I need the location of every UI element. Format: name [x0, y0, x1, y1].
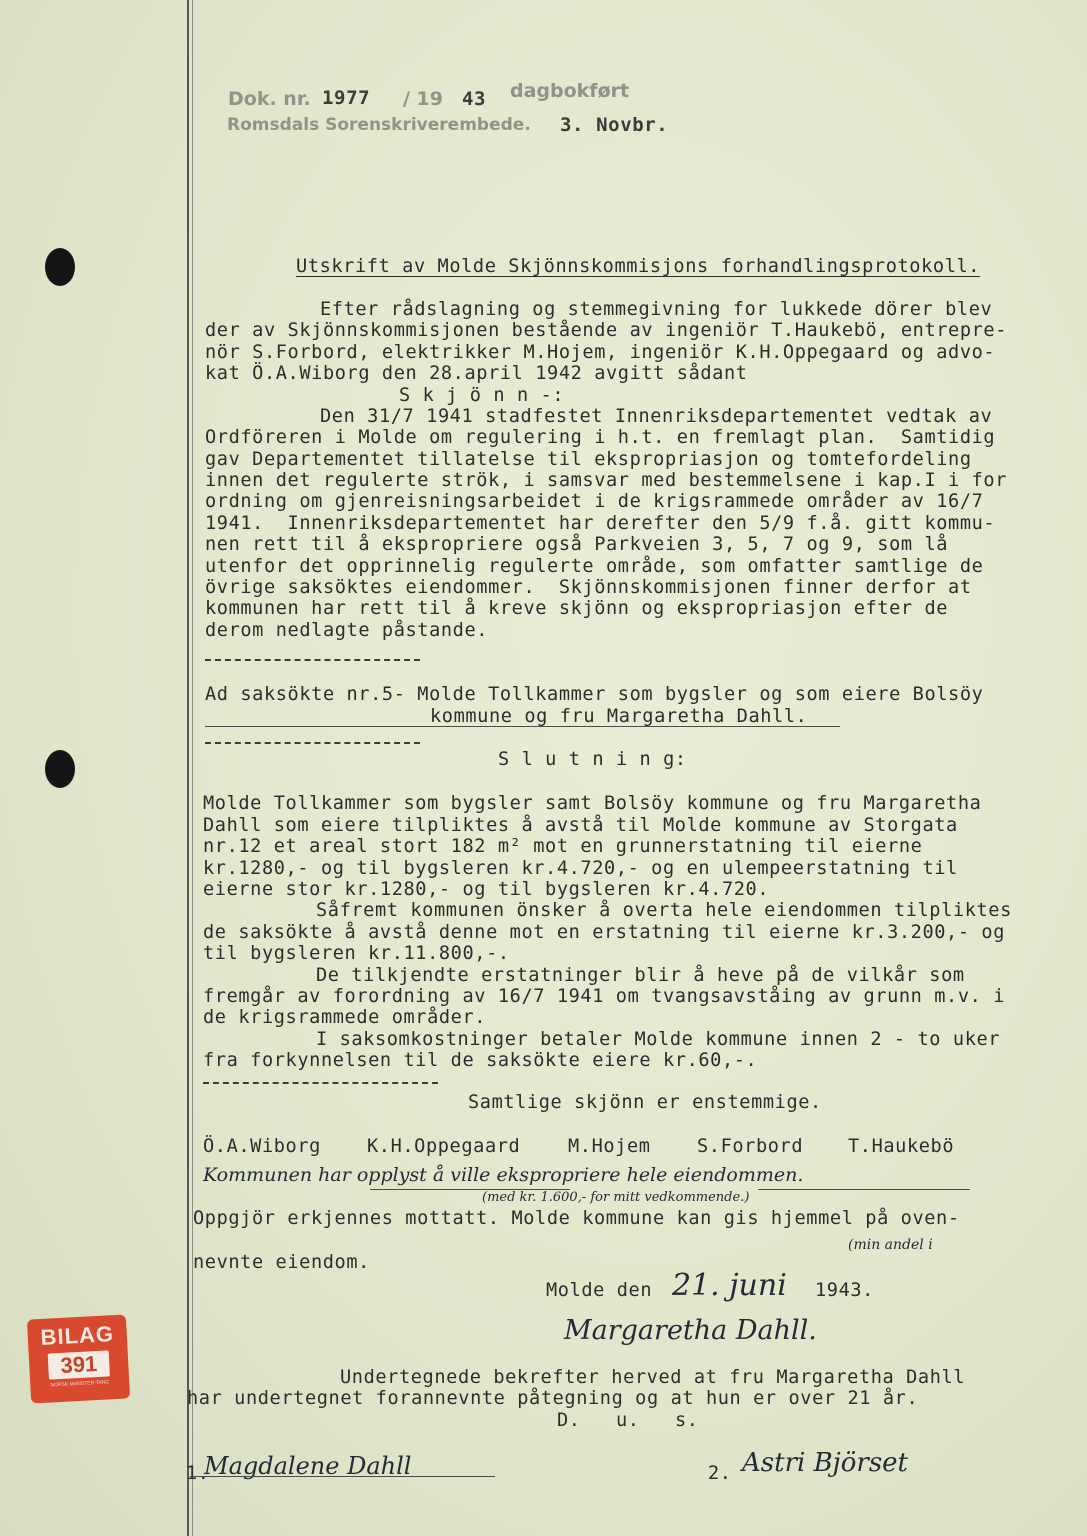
handwritten-insert: (min andel i [848, 1237, 933, 1253]
unanimous-statement: Samtlige skjönn er enstemmige. [468, 1092, 822, 1113]
punch-hole [45, 248, 75, 286]
bilag-title: BILAG [39, 1321, 115, 1350]
slutning-line: de krigsrammede områder. [203, 1007, 487, 1028]
section-divider [205, 659, 420, 661]
receipt-line: Oppgjör erkjennes mottatt. Molde kommune kan gis hjemmel på oven- [193, 1208, 960, 1229]
hand-underline [758, 1189, 970, 1190]
signature-margaretha: Margaretha Dahll. [564, 1315, 817, 1346]
body-line: övrige saksöktes eiendommer. Skjönnskommisjonen finner derfor at [205, 577, 972, 598]
bilag-label [27, 1314, 130, 1403]
signatory: K.H.Oppegaard [367, 1136, 521, 1157]
year-prefix: / 19 [403, 88, 443, 110]
body-line: kommunen har rett til å kreve skjönn og ekspropriasjon efter de [205, 598, 949, 619]
slutning-line: Såfremt kommunen önsker å overta hele eiendommen tilpliktes [316, 900, 1012, 921]
slutning-heading: S l u t n i n g: [498, 749, 687, 770]
slutning-line: til bygsleren kr.11.800,-. [203, 943, 510, 964]
witness-number: 2. [708, 1463, 732, 1484]
body-line: nör S.Forbord, elektrikker M.Hojem, ingeniör K.H.Oppegaard og advo- [205, 342, 996, 363]
slutning-line: de saksökte å avstå denne mot en erstatning til eierne kr.3.200,- og [203, 922, 1006, 943]
body-line: der av Skjönnskommisjonen bestående av ingeniör T.Haukebö, entrepre- [205, 320, 1008, 341]
punch-hole [45, 750, 75, 788]
body-line: Den 31/7 1941 stadfestet Innenriksdepartementet vedtak av [320, 406, 993, 427]
party-line-2: kommune og fru Margaretha Dahll. [430, 706, 808, 727]
bilag-footer: NORSK MANSTER-TANC [50, 1379, 110, 1389]
body-line: ordning om gjenreisningsarbeidet i de krigsrammede områder av 16/7 [205, 491, 984, 512]
margin-rule [187, 0, 189, 1536]
slutning-line: Molde Tollkammer som bygsler samt Bolsöy kommune og fru Margaretha [203, 793, 982, 814]
party-line: Ad saksökte nr.5- Molde Tollkammer som bygsler og som eiere Bolsöy [205, 684, 984, 705]
slutning-line: Dahll som eiere tilpliktes å avstå til Molde kommune av Storgata [203, 815, 958, 836]
receipt-line-2: nevnte eiendom. [193, 1252, 370, 1273]
witness-signature: Magdalene Dahll [204, 1452, 412, 1480]
place-date-handwritten: 21. juni [672, 1268, 787, 1303]
skjonn-heading: S k j ö n n -: [399, 385, 565, 406]
slutning-line: eierne stor kr.1280,- og til bygsleren kr.4.720. [203, 879, 770, 900]
witness-signline [190, 1476, 495, 1477]
stamp-date: 3. Novbr. [560, 114, 669, 136]
witness-statement-2: har undertegnet forannevnte påtegning og at hun er over 21 år. [187, 1388, 919, 1409]
slutning-line: I saksomkostninger betaler Molde kommune innen 2 - to uker [316, 1029, 1001, 1050]
signatory: T.Haukebö [848, 1136, 955, 1157]
body-line: gav Departementet tillatelse til ekspropriasjon og tomtefordeling [205, 449, 972, 470]
place-date-prefix: Molde den [546, 1280, 653, 1301]
slutning-line: fra forkynnelsen til de saksökte eiere kr.60,-. [203, 1050, 758, 1071]
dok-number: 1977 [322, 87, 371, 109]
witness-signature: Astri Björset [742, 1448, 909, 1478]
slutning-line: nr.12 et areal stort 182 m² mot en grunnerstatning til eierne [203, 836, 923, 857]
party-underline [205, 726, 840, 727]
slutning-line: De tilkjendte erstatninger blir å heve på de vilkår som [316, 965, 965, 986]
signatory: S.Forbord [697, 1136, 804, 1157]
slutning-line: kr.1280,- og til bygsleren kr.4.720,- og en ulempeerstatning til [203, 858, 958, 879]
handwritten-note: Kommunen har opplyst å ville ekspropriere hele eiendommen. [203, 1164, 804, 1186]
body-line: Efter rådslagning og stemmegivning for lukkede dörer blev [320, 299, 993, 320]
margin-rule-secondary [192, 0, 193, 1536]
body-line: innen det regulerte strök, i samsvar med bestemmelsene i kap.I i for [205, 470, 1008, 491]
slutning-line: fremgår av forordning av 16/7 1941 om tvangsavståing av grunn m.v. i [203, 986, 1006, 1007]
dok-label: Dok. nr. [228, 88, 311, 110]
witness-number: 1. [186, 1463, 210, 1484]
place-date-year: 1943. [815, 1280, 874, 1301]
signatory: Ö.A.Wiborg [203, 1136, 321, 1157]
body-line: 1941. Innenriksdepartementet har derefter den 5/9 f.å. gitt kommu- [205, 513, 996, 534]
body-line: Ordföreren i Molde om regulering i h.t. en fremlagt plan. Samtidig [205, 427, 996, 448]
signatory: M.Hojem [568, 1136, 651, 1157]
section-divider [205, 742, 420, 744]
section-divider [203, 1082, 438, 1084]
witness-statement: Undertegnede bekrefter herved at fru Margaretha Dahll [340, 1367, 966, 1388]
body-line: utenfor det opprinnelig regulerte område, som omfatter samtlige de [205, 556, 984, 577]
document-title: Utskrift av Molde Skjönnskommisjons forhandlingsprotokoll. [296, 256, 981, 277]
year: 43 [462, 88, 487, 110]
bilag-number: 391 [48, 1350, 110, 1379]
dus-abbreviation: D. u. s. [557, 1410, 699, 1431]
dagbok-label: dagbokført [510, 80, 630, 102]
body-line: nen rett til å ekspropriere også Parkveien 3, 5, 7 og 9, som lå [205, 534, 949, 555]
office-name: Romsdals Sorenskriverembede. [227, 115, 531, 135]
handwritten-note-amount: (med kr. 1.600,- for mitt vedkommende.) [482, 1190, 750, 1205]
body-line: derom nedlagte påstande. [205, 620, 489, 641]
body-line: kat Ö.A.Wiborg den 28.april 1942 avgitt sådant [205, 363, 748, 384]
